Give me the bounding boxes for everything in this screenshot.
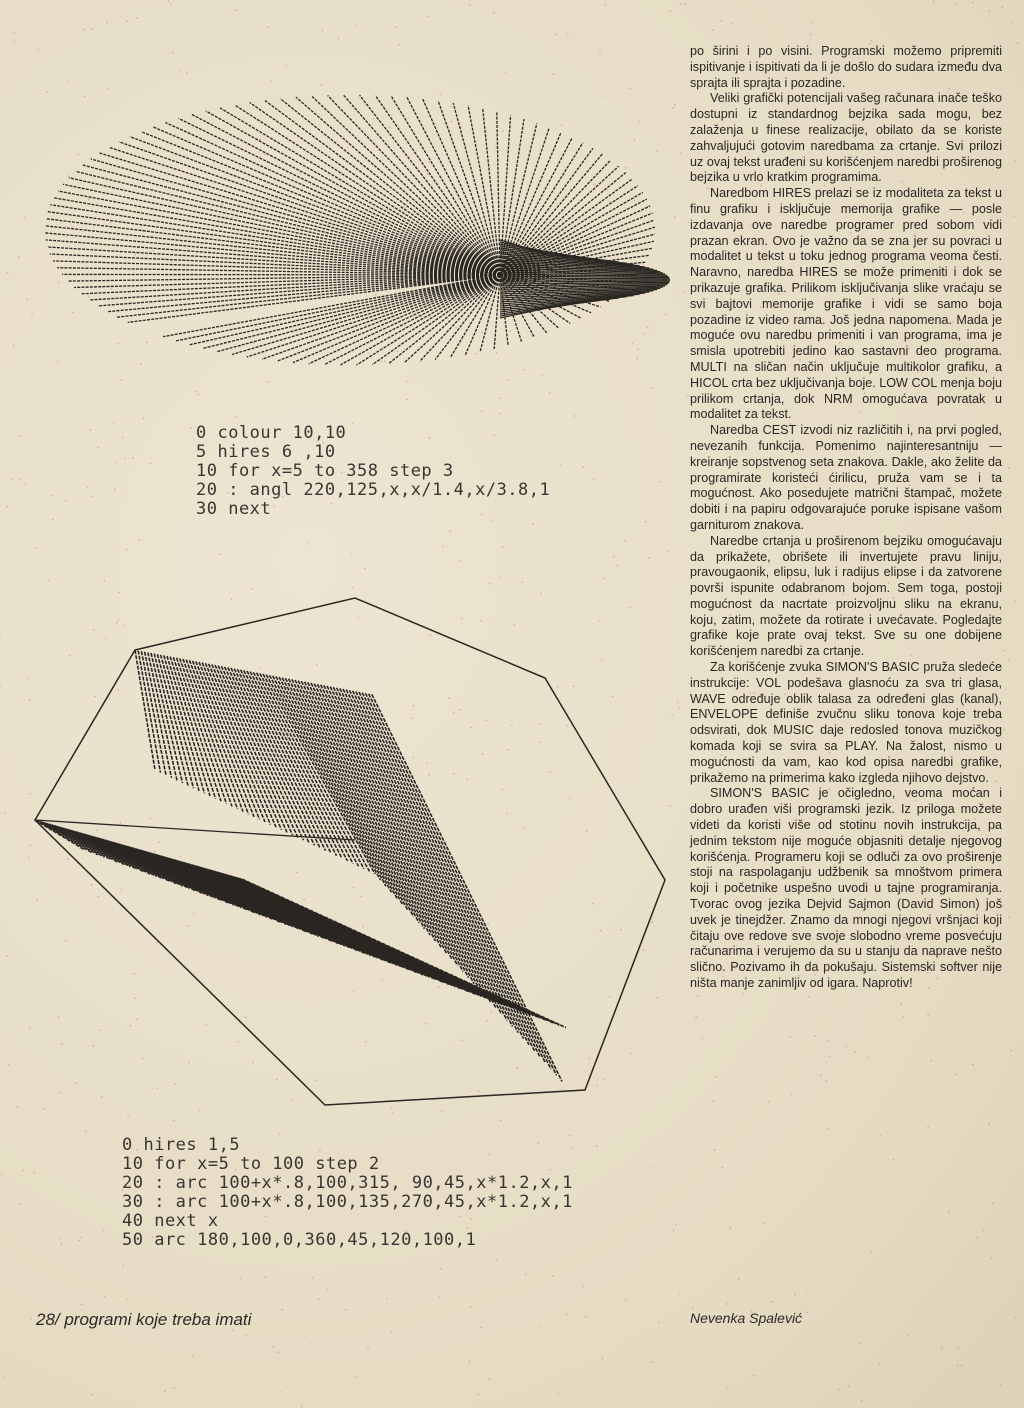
code-listing-colour-hires (196, 424, 550, 519)
fan-ellipse-graphic (30, 40, 680, 380)
article-paragraph: Veliki grafički potencijali vašeg računara inače teško dostupni iz standardnog bejzika sada mogu, bez zalaženja u finese realizacije, obilato da se koriste zahvaljujući gotovim naredbama za crtanje. Svi prilozi uz ovaj tekst urađeni su korišćenjem naredbi proširenog bejzika u vrlo kratkim programima. (690, 91, 1002, 185)
article-paragraph: Za korišćenje zvuka SIMON'S BASIC pruža sledeće instrukcije: VOL podešava glasnoću za sva tri glasa, WAVE određuje oblik talasa za određeni glas (kanal), ENVELOPE definiše zvučnu sliku tonova koje treba odsvirati, dok MUSIC daje redosled tonova muzičkog komada koji se svira sa PLAY. Na žalost, nismo u mogućnosti da vam, kao kod opisa naredbi grafike, prikažemo na primerima kako izgleda njihovo dejstvo. (690, 660, 1002, 785)
code-listing-hires-arc (122, 1136, 573, 1250)
code-line: 0 colour 10,10 (196, 423, 347, 443)
code-line: 20 : arc 100+x*.8,100,315, 90,45,x*1.2,x,1 (122, 1173, 573, 1193)
code-line: 10 for x=5 to 358 step 3 (196, 461, 454, 481)
hexagon-arc-graphic (25, 590, 675, 1110)
code-line: 40 next x (122, 1211, 219, 1231)
article-paragraph: SIMON'S BASIC je očigledno, veoma moćan i dobro urađen viši programski jezik. Iz priloga možete videti da koristi više od stotinu novih instrukcija, pa jednim tekstom nije moguće objasniti detalje njegovog korišćenja. Programeru koji se odluči za ovo proširenje stoji na raspolaganju udžbenik sa mnoštvom primera koji i početnike uspešno uvodi u tajne programiranja. Tvorac ovog jezika Dejvid Sajmon (David Simon) još uvek je tinejdžer. Znamo da mnogi njegovi vršnjaci koji čitaju ove redove sve svoje slobodno vreme posvećuju računarima i verujemo da su u stanju da naprave nešto slično. Pozivamo ih da pokušaju. Sistemski softver nije ništa manje zanimljiv od igara. Naprotiv! (690, 786, 1002, 991)
article-paragraph: Naredbom HIRES prelazi se iz modaliteta za tekst u finu grafiku i isključuje memorija grafike — posle izdavanja ove naredbe programer pred sobom vidi prazan ekran. Ovo je važno da se zna jer su povraci u modalitet u tekst u toku jednog programa veoma česti. Naravno, naredba HIRES se može primeniti i dok se prikazuje grafika. Prilikom isključivanja slike vraćaju se svi bajtovi memorije grafike i vidi se samo boja pozadine iz video rama. Još jedna napomena. Mada je moguće ovu naredbu primeniti i van programa, ima je smisla upotrebiti jedino kao sastavni deo programa. MULTI na sličan način uključuje multikolor grafiku, a HICOL crta bez uključivanja boje. LOW COL menja boju prilikom crtanja, dok NRM omogućava povratak u modalitet za tekst. (690, 186, 1002, 422)
article-paragraph: po širini i po visini. Programski možemo pripremiti ispitivanje i ispitivati da li je došlo do sudara između dva sprajta ili sprajta i pozadine. (690, 44, 1002, 90)
code-line: 30 next (196, 499, 272, 519)
code-line: 50 arc 180,100,0,360,45,120,100,1 (122, 1230, 477, 1250)
code-line: 30 : arc 100+x*.8,100,135,270,45,x*1.2,x,1 (122, 1192, 573, 1212)
code-line: 0 hires 1,5 (122, 1135, 241, 1155)
page-footer-section-title: 28/ programi koje treba imati (36, 1310, 252, 1329)
code-line: 5 hires 6 ,10 (196, 442, 336, 462)
article-text-column (690, 44, 1002, 992)
article-paragraph: Naredba CEST izvodi niz različitih i, na prvi pogled, nevezanih funkcija. Pomenimo najinteresantniju — kreiranje sopstvenog seta znakova. Dakle, ako želite da programirate koristeći ćirilicu, pruža vam se i ta mogućnost. Ako posedujete matrični štampač, možete dobiti i na papiru odgovarajuće poruke ispisane vašom garniturom znakova. (690, 423, 1002, 532)
code-line: 10 for x=5 to 100 step 2 (122, 1154, 380, 1174)
code-line: 20 : angl 220,125,x,x/1.4,x/3.8,1 (196, 480, 551, 500)
author-signature: Nevenka Spalević (690, 1310, 803, 1326)
article-paragraph: Naredbe crtanja u proširenom bejziku omogućavaju da prikažete, obrišete ili invertujete pravu liniju, pravougaonik, elipsu, luk i radijus elipse i da zatvorene površi ispunite odabranom bojom. Sem toga, postoji mogućnost da nacrtate proizvoljnu sliku na ekranu, koju, zatim, možete da rotirate i uvećavate. Pogledajte grafike koje prate ovaj tekst. Sve su one dobijene korišćenjem naredbi za crtanje. (690, 533, 1002, 659)
